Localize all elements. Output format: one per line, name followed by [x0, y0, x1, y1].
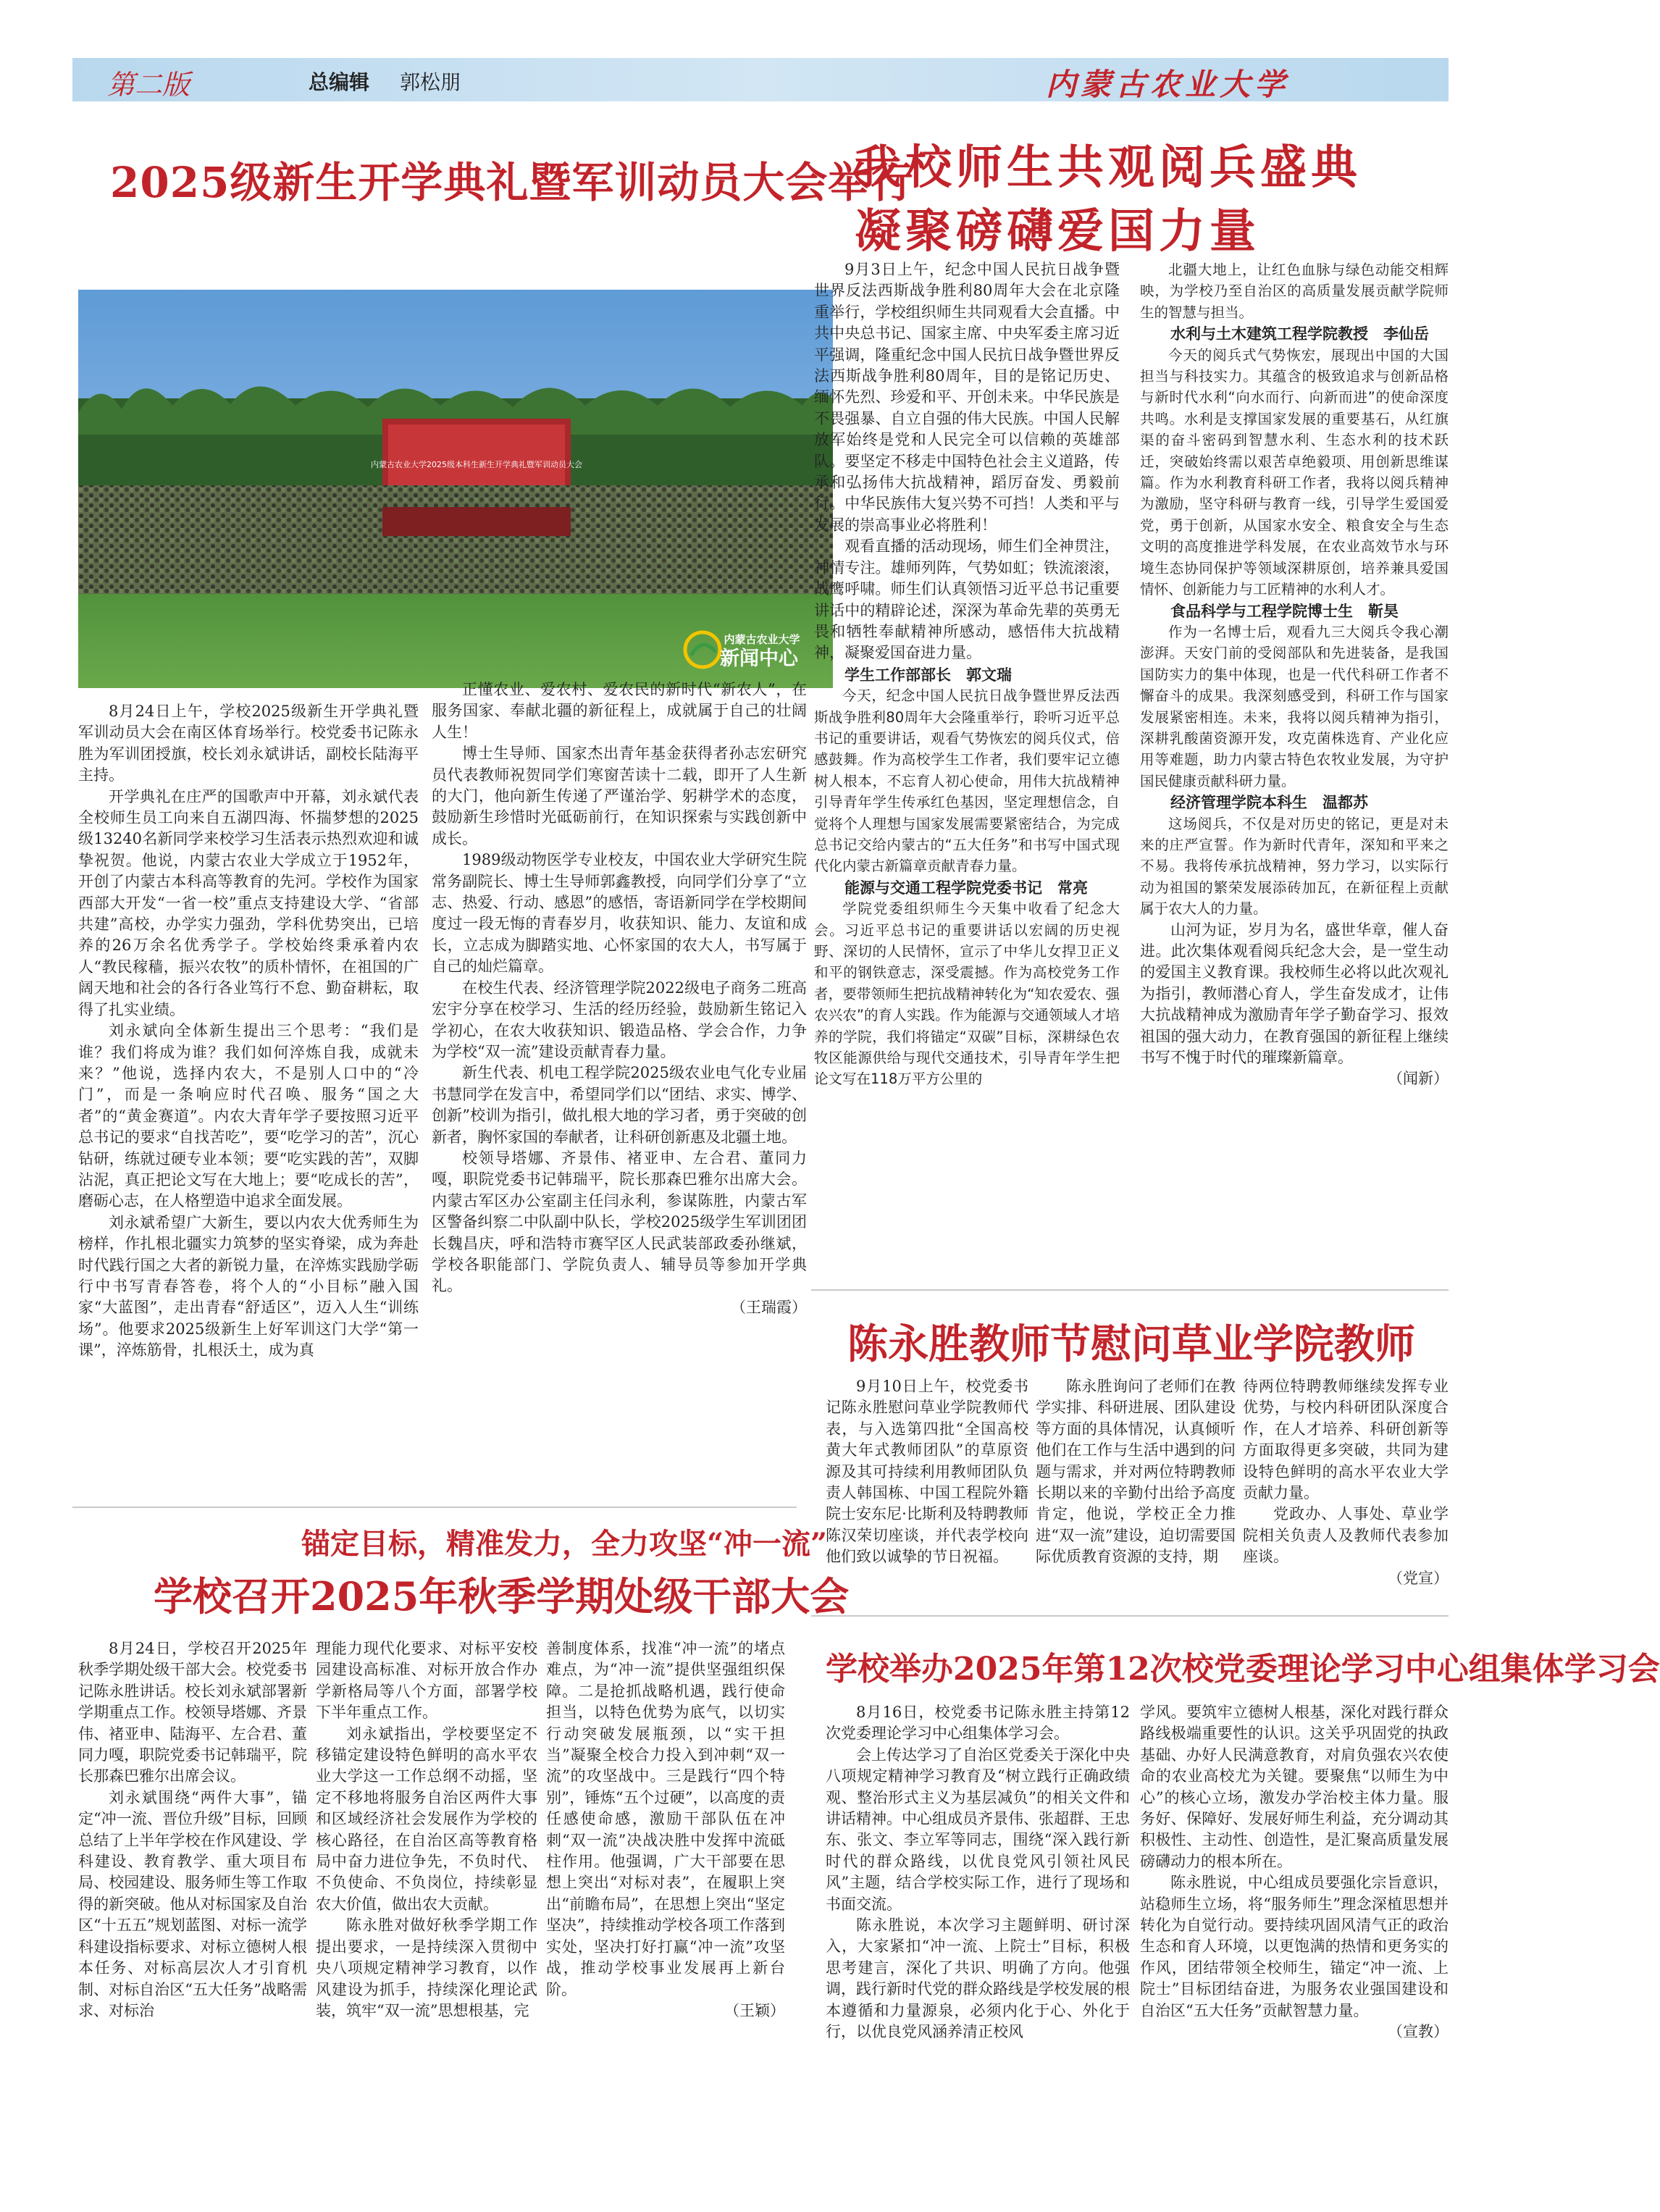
paragraph: 理能力现代化要求、对标平安校园建设高标准、对标开放合作办学新格局等八个方面，部署学校下半年重点工作。 — [316, 1640, 537, 1722]
speaker-name: 经济管理学院本科生 温都苏 — [1170, 793, 1368, 812]
paragraph: 陈永胜说，本次学习主题鲜明、研讨深入，大家紧扣“冲一流、上院士”目标，积极思考建言，深化了共识、明确了方向。他强调，践行新时代党的群众路线是学校发展的根本遵循和力量源泉，必须内化于心、外化于行，以优良党风涵养清正校风 — [826, 1916, 1130, 2041]
speaker-name: 能源与交通工程学院党委书记 常亮 — [844, 878, 1088, 897]
paragraph: 北疆大地上，让红色血脉与绿色动能交相辉映，为学校乃至自治区的高质量发展贡献学院师生的智慧与担当。 — [1140, 261, 1449, 321]
editor-name: 郭松朋 — [400, 70, 461, 94]
stage-banner-text: 内蒙古农业大学2025级本科生新生开学典礼暨军训动员大会 — [371, 460, 582, 469]
edition-label: 第二版 — [107, 69, 190, 101]
masthead: 内蒙古农业大学 — [1046, 67, 1290, 102]
paragraph: 今天，纪念中国人民抗日战争暨世界反法西斯战争胜利80周年大会隆重举行，聆听习近平总书记的重要讲话，观看气势恢宏的阅兵仪式，倍感鼓舞。作为高校学生工作者，我们要牢记立德树人根本，不忘育人初心使命，用伟大抗战精神引导青年学生传承红色基因，坚定理想信念，自觉将个人理想与国家发展需要紧密结合，为完成总书记交给内蒙古的“五大任务”和书写中国式现代化内蒙古新篇章贡献青春力量。 — [814, 687, 1120, 875]
article4-title: 学校召开2025年秋季学期处级干部大会 — [154, 1573, 850, 1620]
article3-title: 陈永胜教师节慰问草业学院教师 — [847, 1320, 1415, 1368]
paragraph: 新生代表、机电工程学院2025级农业电气化专业届书慧同学在发言中，希望同学们以“团结、求实、博学、创新”校训为指引，做扎根大地的学习者，勇于突破的创新者，胸怀家国的奉献者，让科研创新惠及北疆土地。 — [432, 1064, 807, 1146]
article3-column-3 — [1243, 1376, 1449, 1589]
ceremony-photo-drawing — [78, 290, 833, 688]
paragraph: 陈永胜询问了老师们在教学实排、科研进展、团队建设等方面的具体情况，认真倾听他们在工作与生活中遇到的问题与需求，并对两位特聘教师长期以来的辛勤付出给予高度肯定，他说，学校正全力推进“双一流”建设，迫切需要国际优质教育资源的支持，期 — [1036, 1378, 1236, 1566]
article1-byline: （王瑞霞） — [731, 1298, 807, 1316]
paragraph: 今天的阅兵式气势恢宏，展现出中国的大国担当与科技实力。其蕴含的极致追求与创新品格与新时代水利“向水而行、向新而进”的使命深度共鸣。水利是支撑国家发展的重要基石，从红旗渠的奋斗密码到智慧水利、生态水利的技术跃迁，突破始终需以艰苦卓绝毅项、用创新思维谋篇。作为水利教育科研工作者，我将以阅兵精神为激励，坚守科研与教育一线，引导学生爱国爱党，勇于创新，从国家水安全、粮食安全与生态文明的高度推进学科发展，在农业高效节水与环境生态协同保护等领域深耕原创，培养兼具爱国情怀、创新能力与工匠精神的水利人才。 — [1140, 346, 1449, 598]
article2-byline: （闻新） — [1388, 1070, 1449, 1088]
divider — [811, 1289, 1449, 1291]
article4-byline: （王颖） — [724, 2001, 785, 2019]
article2-column-1 — [814, 259, 1120, 1090]
article4-column-2 — [316, 1638, 537, 2022]
article2-title-line1: 我校师生共观阅兵盛典 — [855, 141, 1362, 195]
article3-column-1 — [826, 1376, 1028, 1568]
speaker-name: 水利与土木建筑工程学院教授 李仙岳 — [1170, 324, 1429, 343]
article3-column-2 — [1036, 1376, 1236, 1568]
paragraph: 学风。要筑牢立德树人根基，深化对践行群众路线极端重要性的认识。这关乎巩固党的执政基础、办好人民满意教育，对肩负强农兴农使命的农业高校尤为关键。要聚焦“以师生为中心”的核心立场，激发办学治校主体力量。服务好、保障好、发展好师生利益，充分调动其积极性、主动性、创造性，是汇聚高质量发展磅礴动力的根本所在。 — [1140, 1704, 1449, 1870]
editor-label: 总编辑 — [309, 70, 370, 94]
article1-title: 2025级新生开学典礼暨军训动员大会举行 — [110, 158, 914, 207]
photo-watermark-large: 新闻中心 — [720, 648, 798, 670]
speaker-name: 学生工作部部长 郭文瑞 — [844, 665, 1012, 684]
ceremony-photo — [78, 290, 833, 688]
paragraph: 8月24日，学校召开2025年秋季学期处级干部大会。校党委书记陈永胜讲话。校长刘永斌部署新学期重点工作。校领导塔娜、齐景伟、褚亚申、陆海平、左合君、董同力嘎，职院党委书记韩瑞平，院长那森巴雅尔出席会议。 — [78, 1640, 307, 1785]
speaker-name: 食品科学与工程学院博士生 靳昊 — [1170, 601, 1399, 620]
paragraph: 1989级动物医学专业校友，中国农业大学研究生院常务副院长、博士生导师郭鑫教授，向同学们分享了“立志、热爱、行动、感恩”的感悟，寄语新同学在学校期间度过一段无悔的青春岁月，收获知识、能力、友谊和成长，立志成为脚踏实地、心怀家国的农大人，书写属于自己的灿烂篇章。 — [432, 851, 807, 976]
paragraph: 刘永斌围绕“两件大事”，锚定“冲一流、晋位升级”目标，回顾总结了上半年学校在作风建设、学科建设、教育教学、重大项目布局、校园建设、服务师生等工作取得的新突破。他从对标国家及自治区“十五五”规划蓝图、对标一流学科建设指标要求、对标立德树人根本任务、对标高层次人才引育机制、对标自治区“五大任务”战略需求、对标治 — [78, 1788, 307, 2019]
paragraph: 善制度体系，找准“冲一流”的堵点难点，为“冲一流”提供坚强组织保障。二是抢抓战略机遇，践行使命担当，以特色优势为底气，以切实行动突破发展瓶颈，以“实干担当”凝聚全校合力投入到冲刺“双一流”的攻坚战中。三是践行“四个特别”，锤炼“五个过硬”，以高度的责任感使命感，激励干部队伍在冲刺“双一流”决战决胜中发挥中流砥柱作用。他强调，广大干部要在思想上突出“对标对表”，在履职上突出“前瞻布局”，在思想上突出“坚定坚决”，持续推动学校各项工作落到实处，坚决打好打赢“冲一流”攻坚战，推动学校事业发展再上新台阶。 — [546, 1640, 785, 1998]
paragraph: 山河为证，岁月为名，盛世华章，催人奋进。此次集体观看阅兵纪念大会，是一堂生动的爱国主义教育课。我校师生必将以此次观礼为指引，教师潜心育人，学生奋发成才，让伟大抗战精神成为激励青年学子勤奋学习、报效祖国的强大动力，在教育强国的新征程上继续书写不愧于时代的璀璨新篇章。 — [1140, 921, 1449, 1067]
article5-column-1 — [826, 1702, 1130, 2043]
paragraph: 会上传达学习了自治区党委关于深化中央八项规定精神学习教育及“树立践行正确政绩观、整治形式主义为基层减负”的相关文件和讲话精神。中心组成员齐景伟、张超群、王忠东、张文、李立军等同志，围绕“深入践行新时代的群众路线，以优良党风引领社风民风”主题，结合学校实际工作，进行了现场和书面交流。 — [826, 1746, 1130, 1913]
divider — [72, 1507, 797, 1508]
paragraph: 8月24日上午，学校2025级新生开学典礼暨军训动员大会在南区体育场举行。校党委书记陈永胜为军训团授旗，校长刘永斌讲话，副校长陆海平主持。 — [78, 703, 419, 784]
paragraph: 刘永斌向全体新生提出三个思考：“我们是谁？我们将成为谁？我们如何淬炼自我，成就未来？”他说，选择内农大，不是别人口中的“冷门”，而是一条响应时代召唤、服务“国之大者”的“黄金赛道”。内农大青年学子要按照习近平总书记的要求“自找苦吃”，要“吃学习的苦”，沉心钻研，练就过硬专业本领；要“吃实践的苦”，双脚沾泥，真正把论文写在大地上；要“吃成长的苦”，磨砺心志，在人格塑造中追求全面发展。 — [78, 1022, 419, 1210]
article3-byline: （党宣） — [1388, 1569, 1449, 1587]
photo-watermark-small: 内蒙古农业大学 — [724, 633, 800, 646]
paragraph: 这场阅兵，不仅是对历史的铭记，更是对未来的庄严宣誓。作为新时代青年，深知和平来之不易。我将传承抗战精神，努力学习，以实际行动为祖国的繁荣发展添砖加瓦，在新征程上贡献属于农大人的力量。 — [1140, 815, 1449, 918]
paragraph: 9月10日上午，校党委书记陈永胜慰问草业学院教师代表，与入选第四批“全国高校黄大年式教师团队”的草原资源及其可持续利用教师团队负责人韩国栋、中国工程院外籍院士安东尼·比斯利及特聘教师陈汉荣切座谈，并代表学校向他们致以诚挚的节日祝福。 — [826, 1378, 1028, 1566]
paragraph: 陈永胜对做好秋季学期工作提出要求，一是持续深入贯彻中央八项规定精神学习教育，以作风建设为抓手，持续深化理论武装，筑牢“双一流”思想根基，完 — [316, 1916, 537, 2019]
article1-column-1 — [78, 701, 419, 1362]
article2-title-line2: 凝聚磅礴爱国力量 — [855, 204, 1260, 259]
article5-title: 学校举办2025年第12次校党委理论学习中心组集体学习会 — [826, 1651, 1660, 1688]
paragraph: 博士生导师、国家杰出青年基金获得者孙志宏研究员代表教师祝贺同学们寒窗苦读十二载，即开了人生新的大门，他向新生传递了严谨治学、躬耕学术的态度，鼓励新生珍惜时光砥砺前行，在知识探索与实践创新中成长。 — [432, 745, 807, 847]
article4-column-1 — [78, 1638, 307, 2022]
paragraph: 9月3日上午，纪念中国人民抗日战争暨世界反法西斯战争胜利80周年大会在北京隆重举行，学校组织师生共同观看大会直播。中共中央总书记、国家主席、中央军委主席习近平强调，隆重纪念中国人民抗日战争暨世界反法西斯战争胜利80周年，目的是铭记历史、缅怀先烈、珍爱和平、开创未来。中华民族是不畏强暴、自立自强的伟大民族。中国人民解放军始终是党和人民完全可以信赖的英雄部队。要坚定不移走中国特色社会主义道路，传承和弘扬伟大抗战精神，蹈厉奋发、勇毅前行。中华民族伟大复兴势不可挡！人类和平与发展的崇高事业必将胜利！ — [814, 261, 1120, 534]
paragraph: 在校生代表、经济管理学院2022级电子商务二班高宏宇分享在校学习、生活的经历经验，鼓励新生铭记入学初心，在农大收获知识、锻造品格、学会合作，力争为学校“双一流”建设贡献青春力量。 — [432, 979, 807, 1060]
paragraph: 刘永斌希望广大新生，要以内农大优秀师生为榜样，作扎根北疆实力筑梦的坚实脊梁，成为奔赴时代践行国之大者的新锐力量，在淬炼实践励学砺行中书写青春答卷，将个人的“小目标”融入国家“大蓝图”，走出青春“舒适区”，迈入人生“训练场”。他要求2025级新生上好军训这门大学“第一课”，淬炼筋骨，扎根沃土，成为真 — [78, 1213, 419, 1360]
paragraph: 学院党委组织师生今天集中收看了纪念大会。习近平总书记的重要讲话以宏阔的历史视野、深切的人民情怀，宣示了中华儿女捍卫正义和平的钢铁意志，深受震撼。作为高校党务工作者，要带领师生把抗战精神转化为“知农爱农、强农兴农”的育人实践。作为能源与交通领域人才培养的学院，我们将锚定“双碳”目标，深耕绿色农牧区能源供给与现代交通技术，引导青年学生把论文写在118万平方公里的 — [814, 900, 1120, 1088]
paragraph: 作为一名博士后，观看九三大阅兵令我心潮澎湃。天安门前的受阅部队和先进装备，是我国国防实力的集中体现，也是一代代科研工作者不懈奋斗的成果。我深刻感受到，科研工作与国家发展紧密相连。未来，我将以阅兵精神为指引，深耕乳酸菌资源开发，攻克菌株选育、产业化应用等难题，助力内蒙古特色农牧业发展，为守护国民健康贡献科研力量。 — [1140, 623, 1449, 789]
paragraph: 正懂农业、爱农村、爱农民的新时代“新农人”，在服务国家、奉献北疆的新征程上，成就属于自己的壮阔人生！ — [432, 681, 807, 741]
paragraph: 观看直播的活动现场，师生们全神贯注，神情专注。雄师列阵，气势如虹；铁流滚滚，战鹰呼啸。师生们认真领悟习近平总书记重要讲话中的精辟论述，深深为革命先辈的英勇无畏和牺牲奉献精神所感动，感悟伟大抗战精神，凝聚爱国奋进力量。 — [814, 537, 1120, 662]
article5-column-2 — [1140, 1702, 1449, 2043]
article4-column-3 — [546, 1638, 785, 2022]
paragraph: 陈永胜说，中心组成员要强化宗旨意识，站稳师生立场，将“服务师生”理念深植思想并转化为自觉行动。要持续巩固风清气正的政治生态和育人环境，以更饱满的热情和更务实的作风，团结带领全校师生，锚定“冲一流、上院士”目标团结奋进，为服务农业强国建设和自治区“五大任务”贡献智慧力量。 — [1140, 1874, 1449, 2019]
paragraph: 刘永斌指出，学校要坚定不移锚定建设特色鲜明的高水平农业大学这一工作总纲不动摇，坚定不移地将服务自治区两件大事和区域经济社会发展作为学校的核心路径，在自治区高等教育格局中奋力进位争先，不负时代、不负使命、不负岗位，持续彰显农大价值，做出农大贡献。 — [316, 1725, 537, 1913]
article1-column-2 — [432, 679, 807, 1318]
paragraph: 党政办、人事处、草业学院相关负责人及教师代表参加座谈。 — [1243, 1505, 1449, 1566]
article5-byline: （宣教） — [1388, 2023, 1449, 2041]
article2-column-2 — [1140, 259, 1449, 1090]
paragraph: 8月16日，校党委书记陈永胜主持第12次党委理论学习中心组集体学习会。 — [826, 1704, 1130, 1743]
divider — [811, 1615, 1449, 1617]
paragraph: 校领导塔娜、齐景伟、褚亚申、左合君、董同力嘎，职院党委书记韩瑞平，院长那森巴雅尔出席大会。内蒙古军区办公室副主任闫永利，参谋陈胜，内蒙古军区警备纠察二中队副中队长，学校2025级学生军训团团长魏昌庆，呼和浩特市赛罕区人民武装部政委孙继斌，学校各职能部门、学院负责人、辅导员等参加开学典礼。 — [432, 1149, 807, 1295]
article4-kicker: 锚定目标，精准发力，全力攻坚“冲一流” — [301, 1527, 828, 1561]
paragraph: 待两位特聘教师继续发挥专业优势，与校内科研团队深度合作，在人才培养、科研创新等方面取得更多突破，共同为建设特色鲜明的高水平农业大学贡献力量。 — [1243, 1378, 1449, 1502]
paragraph: 开学典礼在庄严的国歌声中开幕，刘永斌代表全校师生员工向来自五湖四海、怀揣梦想的2025级13240名新同学来校学习生活表示热烈欢迎和诚挚祝贺。他说，内蒙古农业大学成立于1952年，开创了内蒙古本科高等教育的先河。学校作为国家西部大开发“一省一校”重点支持建设大学、“省部共建”高校，办学实力强劲，学科优势突出，已培养的26万余名优秀学子。学校始终秉承着内农人“教民稼穑，振兴农牧”的质朴情怀，在祖国的广阔天地和社会的各行各业笃行不怠、勤奋耕耘，取得了扎实业绩。 — [78, 787, 419, 1018]
